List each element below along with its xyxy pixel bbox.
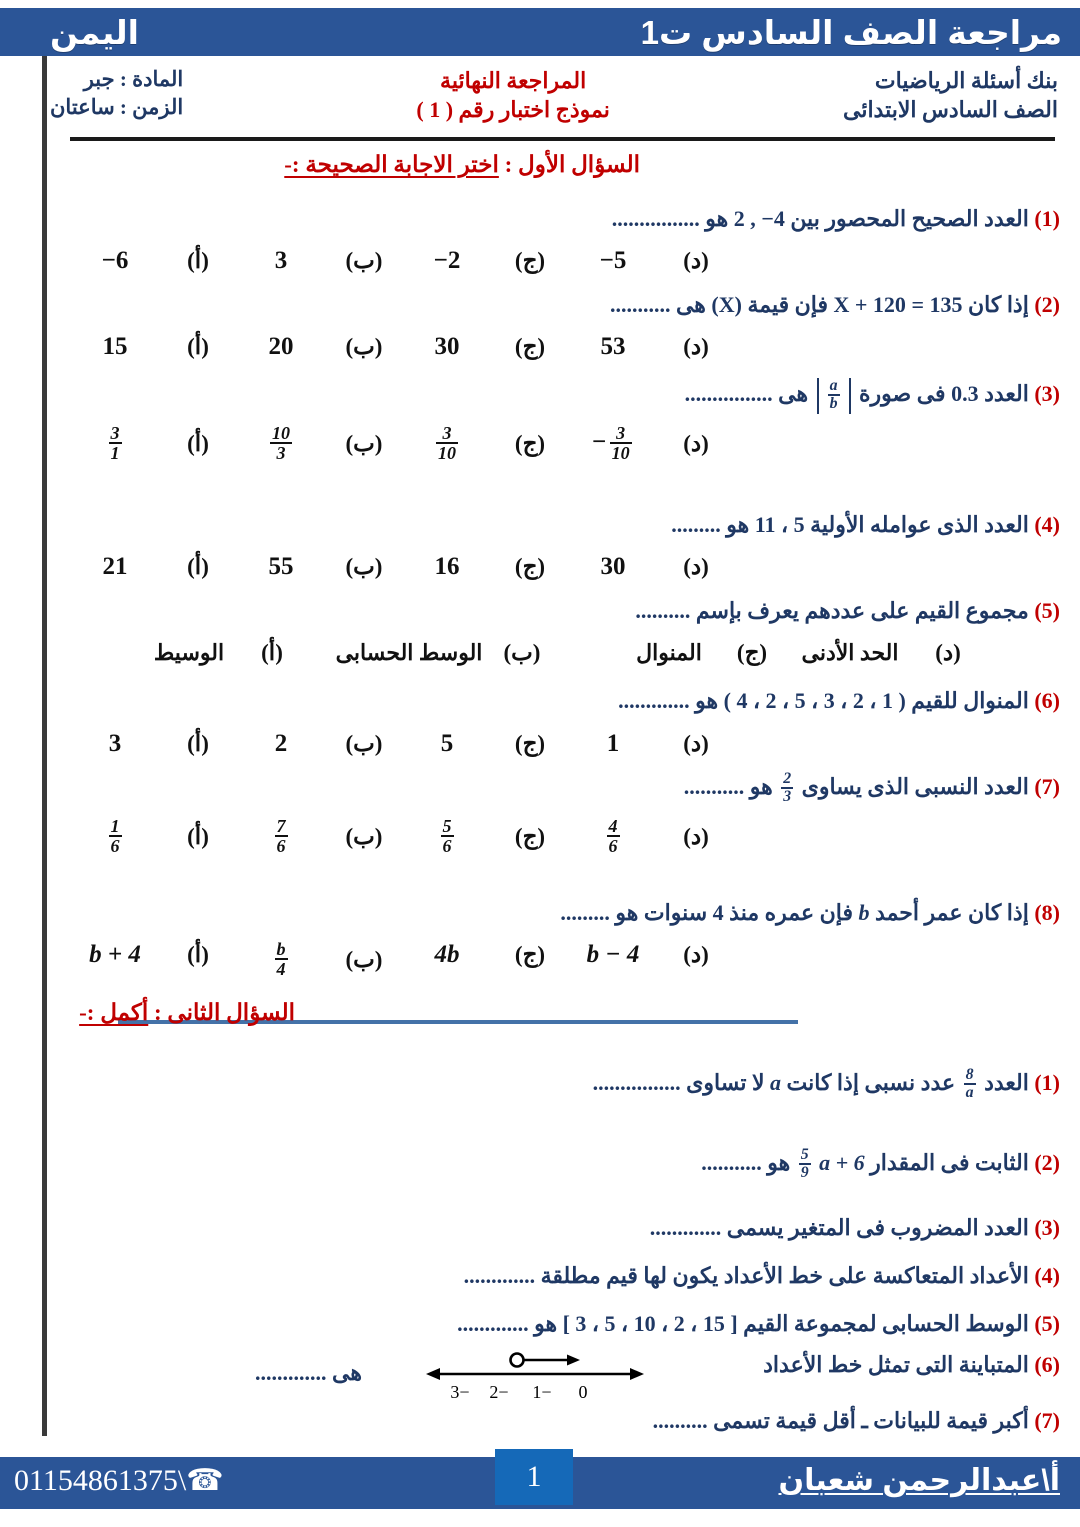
q1-text	[612, 206, 1060, 232]
s2-q1-number: (1)	[1034, 1069, 1060, 1095]
q4-option-b-label: (ب)	[345, 554, 383, 579]
s2-q3-number: (3)	[1034, 1215, 1060, 1240]
s2-q1-variable: a	[770, 1069, 782, 1095]
s2-q5-blank: .............	[457, 1311, 529, 1336]
svg-text:0: 0	[578, 1382, 588, 1402]
q7-options	[55, 818, 1060, 856]
q6-option-c-value: 5	[440, 730, 454, 757]
q3-option-a[interactable]	[55, 425, 221, 463]
number-line-svg	[420, 1340, 650, 1410]
s2-q7-body: أكبر قيمة للبيانات ـ أقل قيمة تسمى	[713, 1408, 1029, 1433]
s2-q2-body-b: هو	[767, 1149, 791, 1175]
s2-q2-text	[701, 1148, 1060, 1182]
q3-opt-a-den: 1	[110, 443, 120, 463]
s2-q4-text	[464, 1263, 1060, 1289]
q1-option-a-value: −6	[101, 247, 129, 274]
exam-info-header	[50, 62, 1070, 130]
s2-q4-number: (4)	[1034, 1263, 1060, 1288]
q3-body-c: هى	[778, 380, 809, 406]
s2-q1-body-a: العدد	[984, 1069, 1029, 1095]
s2-q7-blank: ..........	[652, 1408, 708, 1433]
q3-option-a-label: (أ)	[187, 431, 209, 456]
exam-model-number: نموذج اختبار رقم ( 1 )	[416, 97, 610, 123]
q5-option-b-value: الوسط الحسابى	[335, 640, 483, 665]
q6-text	[618, 688, 1060, 714]
q7-opt-c-num: 5	[442, 816, 452, 836]
q8-option-c-label: (ج)	[514, 942, 546, 967]
q2-option-d-value: 53	[600, 333, 626, 360]
s2-q2-frac-num: 5	[800, 1146, 809, 1163]
svg-text:−2: −2	[489, 1382, 509, 1402]
s2-q1-frac-num: 8	[965, 1066, 974, 1083]
q3-text	[685, 378, 1060, 414]
q4-option-d-label: (د)	[683, 554, 709, 579]
q7-body-b: هو	[749, 773, 773, 799]
q5-option-c[interactable]	[545, 640, 775, 666]
q7-option-b-value	[221, 818, 341, 856]
svg-text:−1: −1	[532, 1382, 552, 1402]
q6-option-d-label: (د)	[683, 731, 709, 756]
q6-option-b[interactable]	[221, 730, 387, 758]
s2-q6-body-a: المتباينة التى تمثل خط الأعداد	[763, 1352, 1029, 1377]
section2-heading	[79, 1000, 295, 1026]
q2-option-d[interactable]	[553, 333, 719, 361]
q3-opt-b-den: 3	[270, 442, 292, 462]
q3-option-d[interactable]	[553, 425, 719, 463]
q8-option-b[interactable]	[221, 941, 387, 979]
q7-frac-num: 2	[783, 770, 792, 787]
s2-q7-text	[653, 1408, 1060, 1434]
banner-left-title: مراجعة الصف السادس ت1	[640, 13, 1062, 51]
q5-option-b-label: (ب)	[503, 640, 541, 665]
subject-label: المادة : جبر	[83, 67, 184, 91]
q5-option-d[interactable]	[775, 640, 971, 666]
q2-option-c-value: 30	[434, 333, 460, 360]
s2-q2-frac-den: 9	[800, 1163, 809, 1181]
q7-option-d[interactable]	[553, 818, 719, 856]
q5-number: (5)	[1034, 598, 1060, 623]
q3-option-b[interactable]	[221, 425, 387, 463]
section1-heading-underlined: اختر الاجابة الصحيحة :-	[284, 152, 499, 177]
info-left-block	[50, 66, 183, 121]
s2-q3-body: العدد المضروب فى المتغير يسمى	[726, 1215, 1029, 1240]
q4-option-a-value: 21	[102, 553, 128, 580]
q2-option-d-label: (د)	[683, 334, 709, 359]
q7-opt-a-num: 1	[110, 816, 120, 836]
q3-opt-c-den: 10	[438, 443, 456, 463]
q3-option-d-label: (د)	[683, 431, 709, 456]
header-divider	[70, 137, 1055, 141]
q7-inline-fraction	[781, 771, 793, 805]
info-right-block	[843, 66, 1070, 124]
q2-option-c[interactable]	[387, 333, 553, 361]
s2-q6-tail	[255, 1360, 362, 1386]
q5-option-a[interactable]	[60, 640, 295, 666]
q4-body: العدد الذى عوامله الأولية 5 ، 11 هو .........	[671, 512, 1029, 537]
q4-option-b-value: 55	[268, 553, 294, 580]
q8-options	[55, 941, 1060, 979]
q1-option-b[interactable]	[221, 247, 387, 275]
q3-option-b-label: (ب)	[345, 431, 383, 456]
left-margin-rule	[42, 56, 47, 1436]
q3-blank: ................	[684, 380, 773, 406]
q3-opt-b-num: 10	[272, 423, 290, 443]
q8-option-d-label: (د)	[683, 942, 709, 967]
page-number-badge: 1	[495, 1449, 573, 1505]
q6-option-b-label: (ب)	[345, 731, 383, 756]
q8-option-c-value: 4b	[434, 941, 460, 968]
q5-options	[60, 640, 1060, 666]
q5-option-b[interactable]	[295, 640, 545, 666]
q3-option-b-value	[221, 425, 341, 463]
s2-q3-text	[650, 1215, 1060, 1241]
q3-number: (3)	[1034, 380, 1060, 406]
q7-text	[684, 772, 1060, 806]
q8-option-d[interactable]	[553, 941, 719, 969]
q7-option-b-label: (ب)	[345, 824, 383, 849]
s2-q4-body: الأعداد المتعاكسة على خط الأعداد يكون لها قيم مطلقة	[540, 1263, 1029, 1288]
q3-option-c-label: (ج)	[514, 431, 546, 456]
q5-option-c-value: المنوال	[636, 640, 702, 665]
q1-option-c[interactable]	[387, 247, 553, 275]
s2-q6-number: (6)	[1034, 1352, 1060, 1377]
q2-option-b-value: 20	[268, 333, 294, 360]
s2-q1-text	[593, 1068, 1060, 1102]
q7-option-a[interactable]	[55, 818, 221, 856]
number-line-diagram	[420, 1340, 650, 1415]
section2-heading-underlined: أكمل :-	[79, 1000, 149, 1025]
revision-title: المراجعة النهائية	[440, 68, 587, 93]
subject-bank-label: بنك أسئلة الرياضيات	[874, 68, 1058, 93]
q2-option-c-label: (ج)	[514, 334, 546, 359]
q2-option-a[interactable]	[55, 333, 221, 361]
q3-decimal: 0.3	[951, 380, 979, 406]
q6-option-a[interactable]	[55, 730, 221, 758]
q2-option-b[interactable]	[221, 333, 387, 361]
s2-q2-body-a: الثابت فى المقدار	[870, 1149, 1029, 1175]
q6-option-d-value: 1	[606, 730, 620, 757]
q4-number: (4)	[1034, 512, 1060, 537]
q4-option-c[interactable]	[387, 553, 553, 581]
q3-opt-c-num: 3	[442, 423, 452, 443]
q1-number: (1)	[1034, 206, 1060, 231]
info-mid-block	[416, 66, 609, 124]
q7-blank: ...........	[683, 773, 745, 799]
q8-text	[560, 900, 1060, 926]
q2-option-a-value: 15	[102, 333, 128, 360]
q6-option-c[interactable]	[387, 730, 553, 758]
q5-option-d-label: (د)	[935, 640, 961, 665]
q7-opt-c-den: 6	[442, 836, 452, 856]
q8-body-b: فإن عمره منذ 4 سنوات هو	[615, 900, 854, 925]
q8-option-d-value: b − 4	[586, 941, 640, 968]
q5-option-a-value: الوسيط	[153, 640, 225, 665]
section1-heading	[284, 152, 640, 178]
q1-option-d[interactable]	[553, 247, 719, 275]
q8-body-a: إذا كان عمر أحمد	[875, 900, 1029, 925]
q7-option-d-value	[553, 818, 673, 856]
q3-body-a: العدد	[984, 380, 1029, 406]
section1-heading-prefix: السؤال الأول :	[498, 152, 640, 177]
q7-frac-den: 3	[783, 787, 792, 805]
q8-option-b-value	[221, 941, 341, 979]
q2-option-a-label: (أ)	[187, 334, 209, 359]
q8-variable: b	[858, 900, 870, 925]
duration-label: الزمن : ساعتان	[50, 94, 184, 119]
s2-q7-number: (7)	[1034, 1408, 1060, 1433]
q1-option-c-value: −2	[433, 247, 461, 274]
q8-number: (8)	[1034, 900, 1060, 925]
q4-option-d[interactable]	[553, 553, 719, 581]
banner-right-title: اليمن	[50, 13, 139, 51]
q3-opt-a-num: 3	[110, 423, 120, 443]
s2-q1-frac-den: a	[965, 1083, 974, 1101]
q7-opt-b-num: 7	[276, 816, 286, 836]
q8-option-a[interactable]	[55, 941, 221, 969]
q8-opt-b-num: b	[276, 939, 286, 959]
q7-option-c-label: (ج)	[514, 824, 546, 849]
q1-option-c-label: (ج)	[514, 248, 546, 273]
q1-body: العدد الصحيح المحصور بين 4− , 2 هو ................	[611, 206, 1029, 231]
section2-heading-prefix: السؤال الثانى :	[148, 1000, 295, 1025]
q6-number: (6)	[1034, 688, 1060, 713]
q3-opt-d-sign: −	[591, 428, 607, 456]
q7-option-a-label: (أ)	[187, 824, 209, 849]
q6-options	[55, 730, 1060, 758]
s2-q4-blank: .............	[463, 1263, 536, 1288]
q7-opt-d-den: 6	[608, 836, 618, 856]
q7-option-d-label: (د)	[683, 824, 709, 849]
q5-option-a-label: (أ)	[261, 640, 283, 665]
s2-q5-number: (5)	[1034, 1311, 1060, 1336]
grade-label: الصف السادس الابتدائى	[842, 97, 1058, 123]
q7-option-c-value	[387, 818, 507, 856]
q4-option-a[interactable]	[55, 553, 221, 581]
q5-body: مجموع القيم على عددهم يعرف بإسم ..........	[635, 598, 1029, 623]
q6-option-b-value: 2	[274, 730, 288, 757]
q3-opt-d-num: 3	[616, 423, 626, 443]
s2-q2-fraction	[799, 1147, 811, 1181]
q7-option-a-value	[55, 818, 175, 856]
q7-opt-b-den: 6	[276, 836, 286, 856]
q1-option-d-label: (د)	[683, 248, 709, 273]
q8-option-c[interactable]	[387, 941, 553, 969]
q5-option-d-value: الحد الأدنى	[801, 640, 899, 665]
s2-q2-blank: ...........	[701, 1149, 762, 1175]
q3-options	[55, 425, 1060, 463]
svg-text:−3: −3	[450, 1382, 470, 1402]
q4-option-c-value: 16	[434, 553, 460, 580]
q1-options	[55, 247, 1060, 275]
q1-option-a-label: (أ)	[187, 248, 209, 273]
q1-option-b-value: 3	[274, 247, 288, 274]
q6-option-d[interactable]	[553, 730, 719, 758]
q3-frac-den: b	[829, 394, 838, 412]
absolute-value-bars	[817, 378, 851, 414]
q8-option-b-label: (ب)	[345, 947, 383, 972]
q2-text	[610, 292, 1060, 318]
q7-option-c[interactable]	[387, 818, 553, 856]
contact-phone: 01154861375\☎	[14, 1464, 224, 1497]
q3-frac-num: a	[829, 377, 838, 394]
s2-q5-text	[457, 1311, 1060, 1337]
q5-text	[635, 598, 1060, 624]
q3-opt-d-den: 10	[611, 443, 630, 463]
q2-options	[55, 333, 1060, 361]
q3-option-c-value	[387, 425, 507, 463]
q4-option-d-value: 30	[600, 553, 626, 580]
s2-q6-body-b: هى	[332, 1360, 362, 1385]
q6-option-a-value: 3	[108, 730, 122, 757]
s2-q1-fraction	[964, 1067, 976, 1101]
q7-option-b[interactable]	[221, 818, 387, 856]
q4-options	[55, 553, 1060, 581]
q3-option-c[interactable]	[387, 425, 553, 463]
footer-bar	[0, 1457, 1080, 1509]
s2-q5-body: الوسط الحسابى لمجموعة القيم [ 15 ، 2 ، 10 ، 5 ، 3 ] هو	[534, 1311, 1029, 1336]
q8-option-a-value: b + 4	[89, 941, 141, 968]
s2-q6-blank: .............	[255, 1360, 327, 1385]
q4-option-b[interactable]	[221, 553, 387, 581]
header-banner	[0, 8, 1080, 56]
q8-blank: .........	[560, 900, 610, 925]
q2-option-b-label: (ب)	[345, 334, 383, 359]
q7-body-a: العدد النسبى الذى يساوى	[801, 773, 1029, 799]
q6-option-c-label: (ج)	[514, 731, 546, 756]
q8-option-a-label: (أ)	[187, 942, 209, 967]
q4-option-a-label: (أ)	[187, 554, 209, 579]
q8-opt-b-den: 4	[276, 959, 286, 979]
q4-option-c-label: (ج)	[514, 554, 546, 579]
q7-opt-d-num: 4	[608, 816, 618, 836]
q1-option-a[interactable]	[55, 247, 221, 275]
s2-q3-blank: .............	[649, 1215, 722, 1240]
q3-option-d-value	[553, 425, 673, 463]
s2-q1-body-b: عدد نسبى إذا كانت	[786, 1069, 956, 1095]
q2-body: إذا كان 135 = X + 120 فإن قيمة (X) هى ...........	[609, 292, 1029, 317]
q3-body-b: فى صورة	[859, 380, 946, 406]
q2-number: (2)	[1034, 292, 1060, 317]
q3-option-a-value	[55, 425, 175, 463]
q1-option-d-value: −5	[599, 247, 627, 274]
s2-q2-expression: a + 6	[819, 1149, 865, 1175]
teacher-name: أ\عبدالرحمن شعبان	[778, 1464, 1060, 1497]
q7-number: (7)	[1034, 773, 1060, 799]
s2-q2-number: (2)	[1034, 1149, 1060, 1175]
q7-opt-a-den: 6	[110, 836, 120, 856]
s2-q1-blank: ................	[592, 1069, 681, 1095]
q4-text	[671, 512, 1060, 538]
q5-option-c-label: (ج)	[736, 640, 768, 665]
q1-option-b-label: (ب)	[345, 248, 383, 273]
s2-q1-body-c: لا تساوى	[686, 1069, 765, 1095]
q6-body: المنوال للقيم ( 1 ، 2 ، 3 ، 5 ، 2 ، 4 ) هو .............	[618, 688, 1029, 713]
q6-option-a-label: (أ)	[187, 731, 209, 756]
s2-q6-text	[763, 1352, 1060, 1378]
